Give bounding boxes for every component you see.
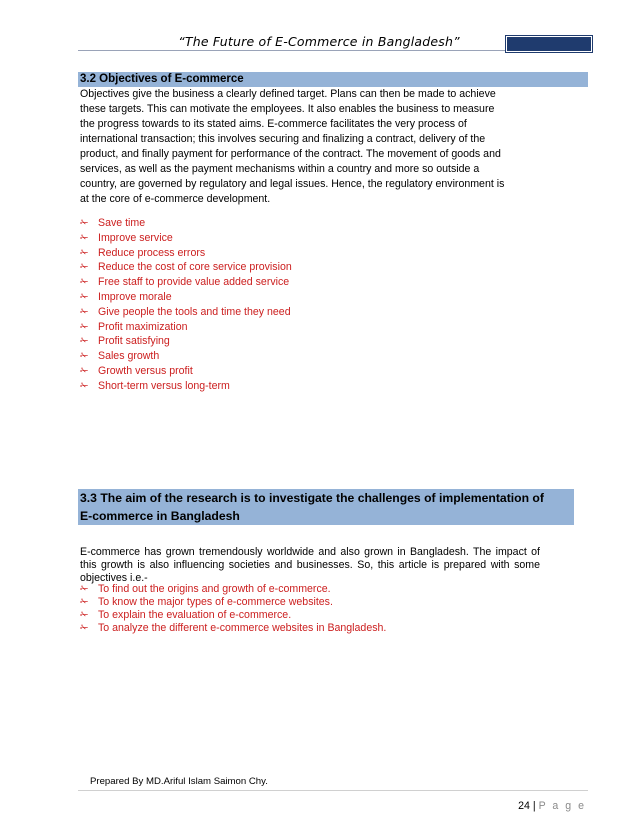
checkmark-pen-icon: ✁ [80, 380, 89, 392]
checkmark-pen-icon: ✁ [80, 247, 89, 259]
paragraph-line: the progress towards to its stated aims. E-commerce facilitates the very process of [80, 118, 467, 130]
list-item-text: Free staff to provide value added service [98, 276, 290, 289]
list-item [80, 231, 292, 246]
list-item-text: To explain the evaluation of e-commerce. [98, 609, 292, 621]
running-header-title: “The Future of E-Commerce in Bangladesh” [178, 34, 460, 49]
list-item [80, 275, 292, 290]
paragraph-line: at the core of e-commerce development. [80, 193, 271, 205]
paragraph-line: these targets. This can motivate the employees. It also enables the business to measure [80, 103, 495, 115]
list-item [80, 305, 292, 320]
checkmark-pen-icon: ✁ [80, 262, 89, 274]
list-item [80, 364, 292, 379]
list-item-text: Improve service [98, 231, 173, 244]
checkmark-pen-icon: ✁ [80, 306, 89, 318]
paragraph-line: Objectives give the business a clearly defined target. Plans can then be made to achieve [80, 88, 496, 100]
list-item-text: Save time [98, 217, 146, 229]
paragraph-line: international transaction; this involves securing and finalizing a contract, delivery of the [80, 133, 486, 145]
list-item [80, 260, 292, 275]
list-item [80, 290, 292, 305]
checkmark-pen-icon: ✁ [80, 277, 89, 289]
list-item-text: Reduce the cost of core service provision [98, 261, 292, 274]
research-objectives-list [80, 583, 386, 635]
checkmark-pen-icon: ✁ [80, 232, 89, 244]
page-label: P a g e [538, 800, 586, 812]
checkmark-pen-icon: ✁ [80, 584, 89, 595]
list-item-text: Reduce process errors [98, 246, 206, 259]
list-item [80, 596, 386, 609]
section-heading-line: 3.3 The aim of the research is to investigate the challenges of implementation of [80, 491, 544, 505]
list-item [80, 216, 292, 231]
checkmark-pen-icon: ✁ [80, 336, 89, 348]
footer-rule [78, 790, 588, 791]
checkmark-pen-icon: ✁ [80, 597, 89, 608]
checkmark-pen-icon: ✁ [80, 623, 89, 634]
page-number-separator: | [532, 800, 536, 812]
list-item-text: Sales growth [98, 350, 160, 363]
checkmark-pen-icon: ✁ [80, 321, 89, 333]
list-item [80, 334, 292, 349]
list-item-text: To know the major types of e-commerce websites. [98, 596, 333, 608]
section-heading-research-aim [78, 489, 574, 525]
section-heading-line: E-commerce in Bangladesh [80, 509, 240, 523]
list-item-text: Give people the tools and time they need [98, 305, 291, 318]
list-item-text: Improve morale [98, 290, 172, 303]
list-item-text: To find out the origins and growth of e-commerce. [98, 583, 331, 595]
list-item [80, 349, 292, 364]
checkmark-pen-icon: ✁ [80, 610, 89, 621]
list-item [80, 622, 386, 635]
list-item-text: Profit satisfying [98, 335, 170, 348]
section-heading-objectives: 3.2 Objectives of E-commerce [78, 72, 588, 87]
list-item [80, 609, 386, 622]
section-paragraph-objectives [80, 87, 550, 207]
checkmark-pen-icon: ✁ [80, 351, 89, 363]
list-item [80, 320, 292, 335]
list-item-text: Growth versus profit [98, 364, 193, 377]
footer-prepared-by: Prepared By MD.Ariful Islam Saimon Chy. [90, 776, 268, 787]
page-number [518, 800, 586, 812]
page-number-value: 24 [518, 800, 530, 812]
list-item [80, 379, 292, 394]
list-item-text: Profit maximization [98, 320, 188, 333]
list-item-text: To analyze the different e-commerce websites in Bangladesh. [98, 622, 387, 634]
objectives-list [80, 216, 292, 394]
paragraph-line: product, and finally payment for performance of the contract. The movement of goods and [80, 148, 501, 160]
checkmark-pen-icon: ✁ [80, 218, 89, 229]
list-item [80, 246, 292, 261]
checkmark-pen-icon: ✁ [80, 365, 89, 377]
list-item [80, 583, 386, 596]
list-item-text: Short-term versus long-term [98, 379, 230, 392]
section-paragraph-research-aim: E-commerce has grown tremendously worldwide and also grown in Bangladesh. The impact of this growth is also influencing societies and businesses. So, this article is prepared with some objectives i.e.- [80, 546, 540, 584]
paragraph-line: services, as well as the payment mechanisms within a country and more so outside a [80, 163, 480, 175]
header-marker [506, 36, 592, 52]
checkmark-pen-icon: ✁ [80, 291, 89, 303]
paragraph-line: country, are governed by regulatory and legal issues. Hence, the regulatory environment is [80, 178, 505, 190]
